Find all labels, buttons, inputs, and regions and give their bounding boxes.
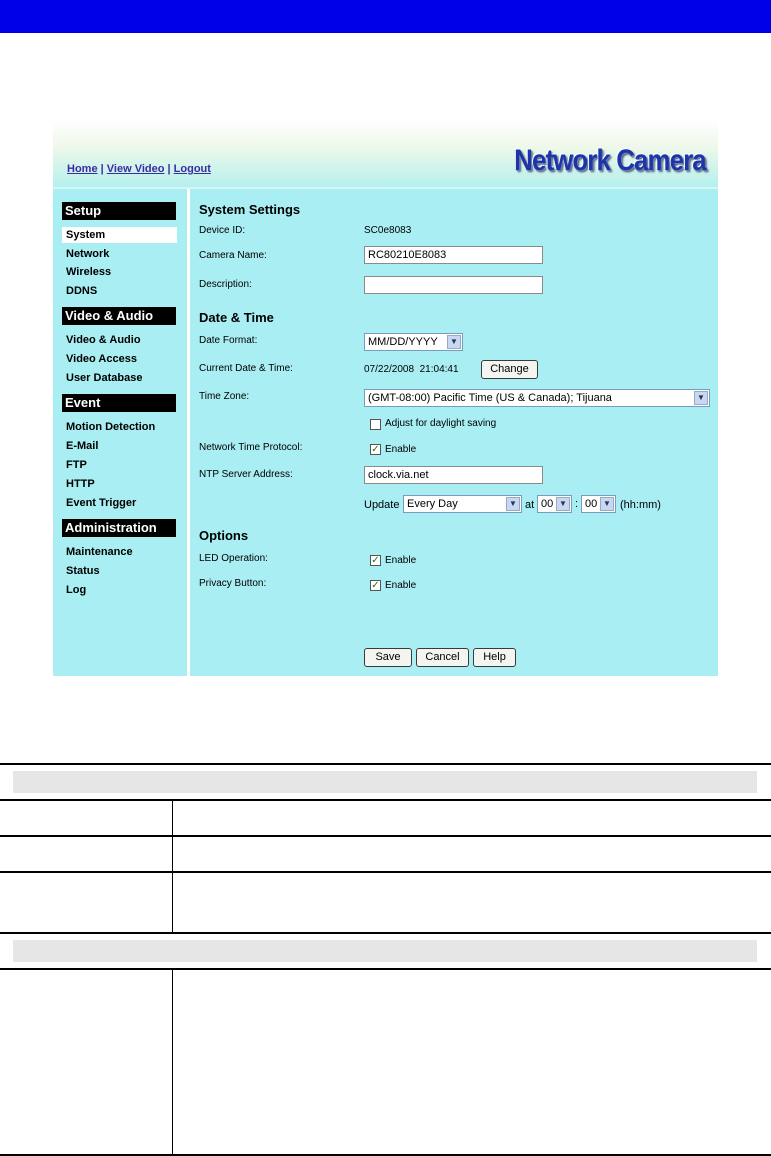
- table-rule: [0, 835, 771, 837]
- sidebar-item-log[interactable]: Log: [66, 584, 87, 596]
- sidebar-item-email[interactable]: E-Mail: [66, 440, 99, 452]
- hour-value: 00: [541, 498, 554, 510]
- sidebar-item-ddns[interactable]: DDNS: [66, 285, 98, 297]
- led-operation-label: LED Operation:: [199, 553, 268, 564]
- sidebar-item-event-trigger[interactable]: Event Trigger: [66, 497, 137, 509]
- sidebar-item-ftp[interactable]: FTP: [66, 459, 87, 471]
- minute-select[interactable]: [581, 495, 616, 513]
- view-video-link[interactable]: View Video: [106, 163, 165, 175]
- ntp-enable-checkbox[interactable]: ✓: [371, 444, 380, 455]
- device-id-value: SC0e8083: [364, 225, 412, 236]
- hhmm-label: (hh:mm): [620, 499, 661, 511]
- sidebar-item-status[interactable]: Status: [66, 565, 100, 577]
- logout-link[interactable]: Logout: [173, 163, 211, 175]
- table-rule: [0, 763, 771, 765]
- sidebar: [53, 189, 187, 676]
- network-camera-logo: Network Camera: [514, 144, 706, 177]
- table-rule: [0, 968, 771, 970]
- table-rule: [0, 932, 771, 934]
- sidebar-item-video-audio[interactable]: Video & Audio: [66, 334, 141, 346]
- sidebar-item-system[interactable]: System: [62, 227, 177, 243]
- led-enable-label: Enable: [385, 555, 417, 566]
- sidebar-item-video-access[interactable]: Video Access: [66, 353, 137, 365]
- sidebar-item-user-database[interactable]: User Database: [66, 372, 143, 384]
- sidebar-section-event: Event: [62, 394, 176, 412]
- description-label: Description:: [199, 279, 252, 290]
- time-zone-value: (GMT-08:00) Pacific Time (US & Canada); Tijuana: [368, 392, 612, 404]
- sidebar-section-administration: Administration: [62, 519, 176, 537]
- cancel-button[interactable]: Cancel: [416, 648, 469, 667]
- main-content: [199, 189, 718, 676]
- privacy-button-label: Privacy Button:: [199, 578, 267, 589]
- sidebar-divider: [187, 189, 190, 676]
- daylight-saving-label: Adjust for daylight saving: [385, 418, 497, 429]
- camera-name-label: Camera Name:: [199, 250, 267, 261]
- date-format-label: Date Format:: [199, 335, 258, 346]
- sidebar-section-video-audio: Video & Audio: [62, 307, 176, 325]
- sidebar-section-setup: Setup: [62, 202, 176, 220]
- time-zone-select[interactable]: [364, 389, 710, 407]
- ntp-server-input[interactable]: clock.via.net: [364, 466, 543, 484]
- led-enable-checkbox[interactable]: ✓: [371, 555, 380, 566]
- sidebar-item-wireless[interactable]: Wireless: [66, 266, 112, 278]
- current-date-time-label: Current Date & Time:: [199, 363, 293, 374]
- current-date-time-value: 07/22/2008 21:04:41: [364, 364, 459, 375]
- separator: |: [167, 163, 171, 175]
- options-title: Options: [199, 528, 249, 543]
- change-button[interactable]: Change: [481, 360, 538, 379]
- camera-name-input[interactable]: RC80210E8083: [364, 246, 543, 264]
- document-header-bar: [0, 0, 771, 33]
- chevron-down-icon: ▼: [556, 497, 570, 511]
- sidebar-item-http[interactable]: HTTP: [66, 478, 95, 490]
- privacy-enable-checkbox[interactable]: ✓: [371, 580, 380, 591]
- help-button[interactable]: Help: [473, 648, 516, 667]
- chevron-down-icon: ▼: [447, 335, 461, 349]
- at-label: at: [525, 499, 535, 511]
- date-format-value: MM/DD/YYYY: [368, 336, 438, 348]
- table-column-divider: [172, 801, 173, 932]
- update-frequency-select[interactable]: [403, 495, 522, 513]
- home-link[interactable]: Home: [67, 163, 98, 175]
- separator: |: [100, 163, 104, 175]
- sidebar-item-maintenance[interactable]: Maintenance: [66, 546, 133, 558]
- time-zone-label: Time Zone:: [199, 391, 250, 402]
- ntp-label: Network Time Protocol:: [199, 442, 303, 453]
- daylight-saving-checkbox[interactable]: [370, 419, 381, 430]
- header-links: [67, 163, 211, 175]
- save-button[interactable]: Save: [364, 648, 412, 667]
- table-rule: [0, 871, 771, 873]
- privacy-enable-label: Enable: [385, 580, 417, 591]
- sidebar-item-motion-detection[interactable]: Motion Detection: [66, 421, 156, 433]
- header: [53, 120, 718, 187]
- ntp-server-label: NTP Server Address:: [199, 469, 293, 480]
- date-time-title: Date & Time: [199, 310, 274, 325]
- update-label: Update: [364, 499, 400, 511]
- update-frequency-value: Every Day: [407, 498, 458, 510]
- table-column-divider: [172, 970, 173, 1154]
- chevron-down-icon: ▼: [600, 497, 614, 511]
- chevron-down-icon: ▼: [506, 497, 520, 511]
- system-settings-title: System Settings: [199, 202, 301, 217]
- ntp-enable-label: Enable: [385, 444, 417, 455]
- colon-label: :: [575, 498, 579, 510]
- table-rule: [0, 799, 771, 801]
- minute-value: 00: [585, 498, 598, 510]
- chevron-down-icon: ▼: [694, 391, 708, 405]
- camera-web-ui: [53, 120, 718, 676]
- table-section-header: [13, 771, 757, 793]
- date-format-select[interactable]: [364, 333, 463, 351]
- hour-select[interactable]: [537, 495, 572, 513]
- device-id-label: Device ID:: [199, 225, 246, 236]
- table-section-header: [13, 940, 757, 962]
- sidebar-item-network[interactable]: Network: [66, 248, 110, 260]
- description-input[interactable]: [364, 276, 543, 294]
